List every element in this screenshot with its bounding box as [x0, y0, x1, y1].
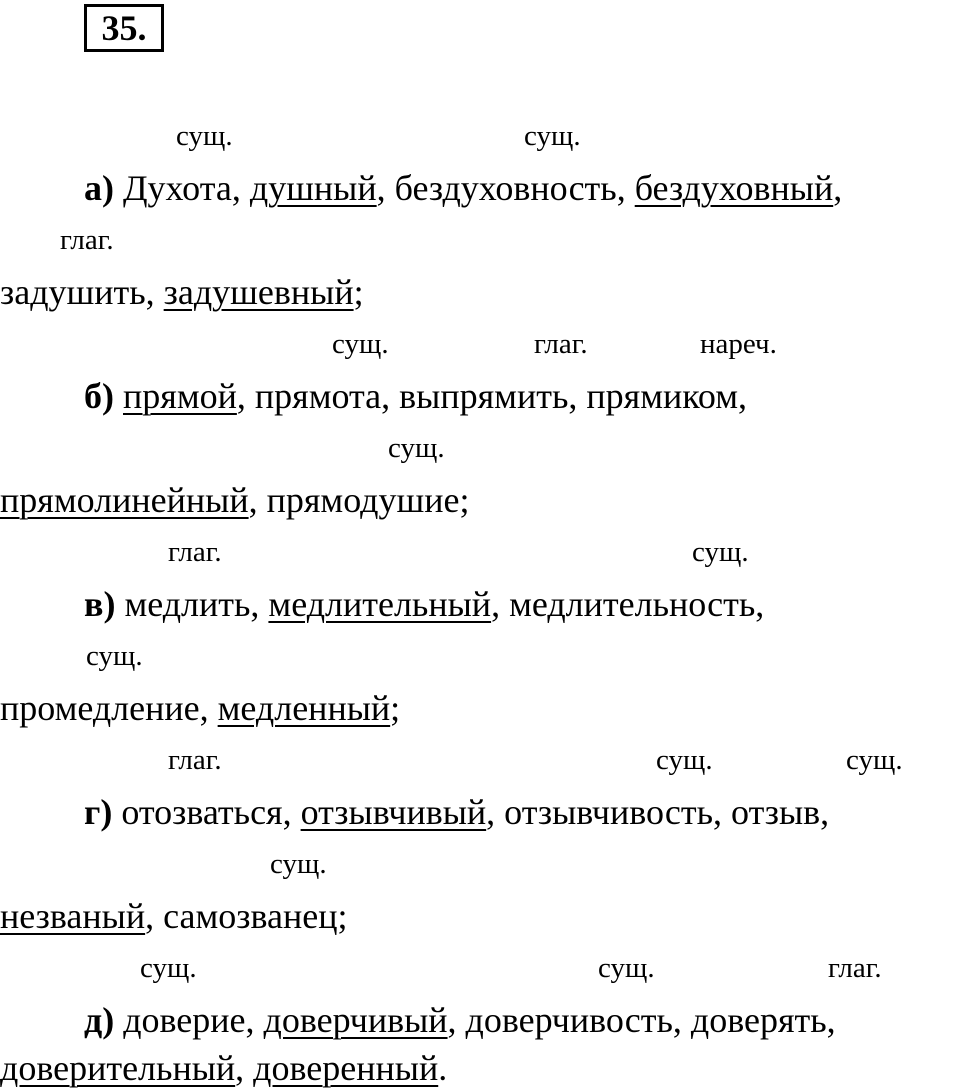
item-label-d: д) — [84, 1000, 115, 1040]
word-text: , доверчивость, доверять, — [447, 1000, 836, 1040]
word-text: промедление, — [0, 688, 218, 728]
word-text: . — [438, 1048, 448, 1088]
pos-annotation: сущ. — [86, 640, 143, 672]
underlined-adjective: доверчивый — [263, 1000, 448, 1040]
item-label-v: в) — [84, 584, 116, 624]
underlined-adjective: медлительный — [268, 584, 492, 624]
line-v-2 — [0, 688, 400, 728]
pos-annotation: сущ. — [140, 952, 197, 984]
word-text: Духота, — [123, 168, 250, 208]
word-text: ; — [390, 688, 401, 728]
line-g-2 — [0, 896, 348, 936]
line-b-2 — [0, 480, 469, 520]
line-a-2 — [0, 272, 364, 312]
word-text: доверие, — [123, 1000, 264, 1040]
underlined-adjective: задушевный — [163, 272, 354, 312]
word-text: , отзывчивость, отзыв, — [486, 792, 830, 832]
pos-annotation: сущ. — [598, 952, 655, 984]
word-text: медлить, — [124, 584, 269, 624]
line-d-1 — [84, 1000, 836, 1040]
underlined-adjective: бездуховный — [634, 168, 834, 208]
pos-annotation: сущ. — [692, 536, 749, 568]
word-text: , прямота, выпрямить, прямиком, — [236, 376, 747, 416]
word-text: , самозванец; — [145, 896, 348, 936]
item-label-g: г) — [84, 792, 113, 832]
word-text: ; — [353, 272, 364, 312]
line-d-2 — [0, 1048, 447, 1088]
item-label-b: б) — [84, 376, 114, 416]
word-text: задушить, — [0, 272, 164, 312]
pos-annotation: сущ. — [388, 432, 445, 464]
underlined-adjective: незваный — [0, 896, 146, 936]
pos-annotation: сущ. — [270, 848, 327, 880]
underlined-adjective: доверенный — [253, 1048, 439, 1088]
item-label-a: а) — [84, 168, 114, 208]
pos-annotation: сущ. — [524, 120, 581, 152]
pos-annotation: сущ. — [656, 744, 713, 776]
pos-annotation: глаг. — [534, 328, 588, 360]
pos-annotation: сущ. — [846, 744, 903, 776]
line-b-1 — [84, 376, 747, 416]
underlined-adjective: медленный — [217, 688, 391, 728]
pos-annotation: нареч. — [700, 328, 777, 360]
underlined-adjective: прямой — [123, 376, 237, 416]
pos-annotation: сущ. — [176, 120, 233, 152]
underlined-adjective: прямолинейный — [0, 480, 249, 520]
line-v-1 — [84, 584, 764, 624]
word-text: , бездуховность, — [376, 168, 635, 208]
pos-annotation: глаг. — [168, 744, 222, 776]
word-text: , прямодушие; — [248, 480, 470, 520]
word-text: , — [833, 168, 843, 208]
pos-annotation: глаг. — [828, 952, 882, 984]
pos-annotation: глаг. — [168, 536, 222, 568]
underlined-adjective: отзывчивый — [300, 792, 487, 832]
underlined-adjective: душный — [249, 168, 377, 208]
word-text: , медлительность, — [491, 584, 765, 624]
underlined-adjective: доверительный — [0, 1048, 236, 1088]
line-g-1 — [84, 792, 829, 832]
word-text: отозваться, — [121, 792, 301, 832]
exercise-number: 35. — [84, 4, 164, 52]
line-a-1 — [84, 168, 842, 208]
pos-annotation: сущ. — [332, 328, 389, 360]
pos-annotation: глаг. — [60, 224, 114, 256]
word-text: , — [235, 1048, 254, 1088]
